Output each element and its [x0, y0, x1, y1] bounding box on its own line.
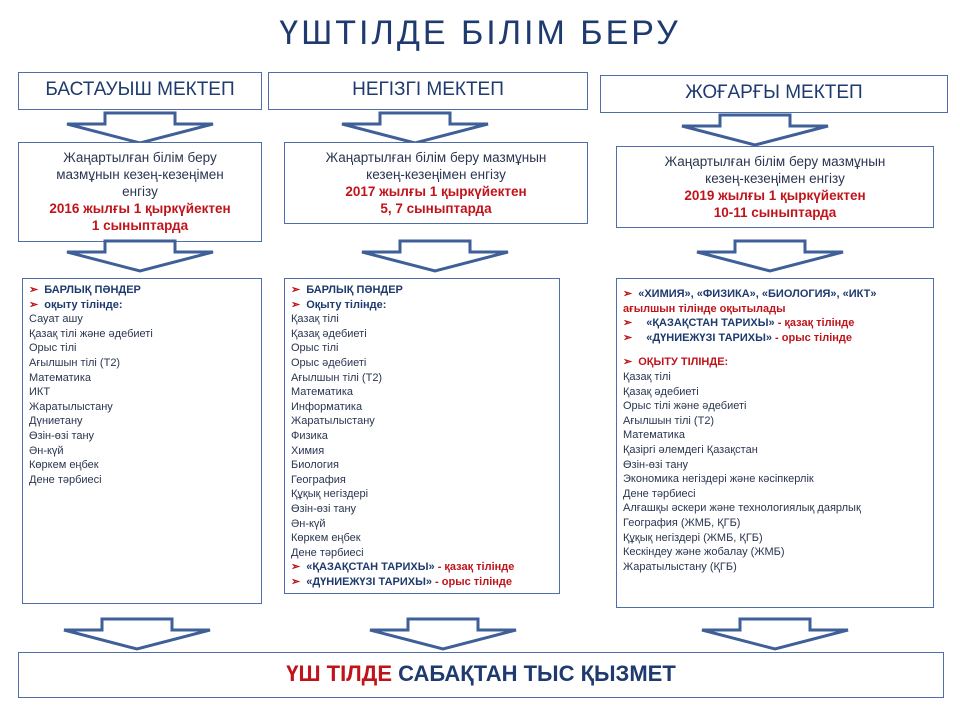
info-text: Жаңартылған білім беру мазмұнын: [325, 150, 547, 165]
list-item: Ағылшын тілі (Т2): [623, 414, 715, 427]
heading-text: «ҚАЗАҚСТАН ТАРИХЫ»: [646, 317, 775, 330]
list-item: Жаратылыстану (ҚГБ): [623, 560, 737, 573]
subject-list: [29, 312, 255, 487]
down-arrow-icon: [65, 112, 215, 144]
heading-text: «ХИМИЯ», «ФИЗИКА», «БИОЛОГИЯ», «ИКТ»: [638, 288, 877, 300]
list-item: Ән-күй: [291, 517, 326, 530]
list-item: Математика: [623, 429, 685, 442]
heading-text: Оқыту тілінде:: [306, 298, 387, 311]
heading-text: «ДҮНИЕЖҮЗІ ТАРИХЫ»: [306, 575, 432, 588]
heading-text: «ҚАЗАҚСТАН ТАРИХЫ»: [306, 561, 435, 574]
list-heading: ➢ ОҚЫТУ ТІЛІНДЕ:: [623, 356, 729, 369]
down-arrow-icon: [368, 618, 518, 650]
down-arrow-icon: [65, 240, 215, 272]
language-note: - қазақ тілінде: [777, 317, 855, 330]
down-arrow-icon: [340, 112, 490, 144]
list-item: Дене тәрбиесі: [623, 487, 696, 500]
down-arrow-icon: [680, 114, 830, 146]
list-item: Дүниетану: [29, 415, 83, 428]
info-primary-school: [18, 142, 262, 242]
info-basic-school: [284, 142, 588, 224]
list-item: Орыс тілі: [29, 342, 77, 355]
banner-text: САБАҚТАН ТЫС ҚЫЗМЕТ: [398, 661, 676, 686]
list-item: Жаратылыстану: [291, 415, 375, 428]
list-item: Ағылшын тілі (Т2): [29, 356, 121, 369]
list-item: Ағылшын тілі (Т2): [291, 371, 383, 384]
subjects-high-school: [616, 278, 934, 608]
language-note: - қазақ тілінде: [437, 561, 515, 574]
language-note: - орыс тілінде: [435, 575, 513, 588]
info-date: 2017 жылғы 1 қыркүйектен: [345, 184, 527, 199]
list-item: Химия: [291, 444, 325, 457]
list-item: Қазақ тілі: [291, 313, 339, 326]
list-item: Орыс тілі: [291, 342, 339, 355]
list-item: Информатика: [291, 400, 363, 413]
heading-text: БАРЛЫҚ ПӘНДЕР: [306, 284, 403, 296]
list-item: Жаратылыстану: [29, 400, 113, 413]
heading-text: «ДҮНИЕЖҮЗІ ТАРИХЫ»: [646, 331, 772, 344]
list-item: Математика: [29, 371, 91, 384]
list-item: Құқық негіздері (ЖМБ, ҚГБ): [623, 531, 763, 544]
list-heading: ➢ Оқыту тілінде:: [291, 298, 387, 311]
down-arrow-icon: [360, 240, 510, 272]
info-grades: 5, 7 сыныптарда: [380, 201, 492, 216]
list-item: ИКТ: [29, 386, 51, 399]
info-text: енгізу: [122, 184, 158, 199]
list-heading: ➢ «ДҮНИЕЖҮЗІ ТАРИХЫ» - орыс тілінде: [623, 331, 853, 344]
header-label: ЖОҒАРҒЫ МЕКТЕП: [685, 82, 863, 103]
info-date: 2019 жылғы 1 қыркүйектен: [684, 188, 866, 203]
info-text: мазмұнын кезең-кезеңімен: [56, 167, 224, 182]
list-heading: ➢ БАРЛЫҚ ПӘНДЕР: [291, 284, 403, 296]
subject-list: [291, 312, 553, 560]
page-title: ҮШТІЛДЕ БІЛІМ БЕРУ: [279, 14, 681, 52]
list-item: Өзін-өзі тану: [291, 502, 357, 515]
list-item: Құқық негіздері: [291, 488, 369, 501]
list-item: Дене тәрбиесі: [29, 473, 102, 486]
list-item: Сауат ашу: [29, 313, 83, 326]
list-item: Орыс тілі және әдебиеті: [623, 400, 747, 413]
list-item: Қазақ тілі және әдебиеті: [29, 327, 153, 340]
list-heading: ➢ «ҚАЗАҚСТАН ТАРИХЫ» - қазақ тілінде: [623, 317, 855, 330]
list-item: Көркем еңбек: [29, 459, 99, 472]
banner-highlight: ҮШ ТІЛДЕ: [286, 661, 393, 686]
list-item: Қазіргі әлемдегі Қазақстан: [623, 443, 758, 456]
list-item: Орыс әдебиеті: [291, 356, 367, 369]
list-heading: ➢ оқыту тілінде:: [29, 298, 123, 311]
info-date: 2016 жылғы 1 қыркүйектен: [49, 201, 231, 216]
info-high-school: [616, 146, 934, 228]
extracurricular-banner: [18, 652, 944, 698]
heading-text: ОҚЫТУ ТІЛІНДЕ:: [638, 356, 729, 369]
language-note: - орыс тілінде: [775, 331, 853, 344]
header-label: НЕГІЗГІ МЕКТЕП: [352, 79, 504, 100]
header-label: БАСТАУЫШ МЕКТЕП: [45, 79, 235, 100]
info-text: Жаңартылған білім беру: [63, 150, 217, 165]
list-item: Көркем еңбек: [291, 532, 361, 545]
subject-list: [623, 370, 927, 574]
list-heading: ➢ БАРЛЫҚ ПӘНДЕР: [29, 284, 141, 296]
list-heading: ➢ «ДҮНИЕЖҮЗІ ТАРИХЫ» - орыс тілінде: [291, 575, 513, 588]
list-item: Қазақ әдебиеті: [623, 385, 699, 398]
language-note: ағылшын тілінде оқытылады: [623, 302, 786, 315]
list-item: Экономика негіздері және кәсіпкерлік: [623, 473, 814, 486]
list-item: Ән-күй: [29, 444, 64, 457]
list-item: География: [291, 473, 346, 486]
list-item: Қазақ әдебиеті: [291, 327, 367, 340]
list-item: Өзін-өзі тану: [29, 429, 95, 442]
heading-text: БАРЛЫҚ ПӘНДЕР: [44, 284, 141, 296]
heading-text: оқыту тілінде:: [44, 298, 123, 311]
info-text: кезең-кезеңімен енгізу: [366, 167, 506, 182]
list-heading: ➢ «ХИМИЯ», «ФИЗИКА», «БИОЛОГИЯ», «ИКТ»: [623, 288, 877, 300]
list-item: Физика: [291, 429, 328, 442]
info-grades: 10-11 сыныптарда: [713, 205, 837, 220]
list-item: Математика: [291, 386, 353, 399]
list-item: География (ЖМБ, ҚГБ): [623, 516, 741, 529]
header-basic-school: [268, 72, 588, 110]
info-text: кезең-кезеңімен енгізу: [705, 171, 845, 186]
list-item: Биология: [291, 459, 340, 472]
subjects-primary-school: [22, 278, 262, 604]
list-item: Дене тәрбиесі: [291, 546, 364, 559]
list-item: Алғашқы әскери және технологиялық даярлық: [623, 502, 861, 515]
subjects-basic-school: [284, 278, 560, 594]
list-item: Өзін-өзі тану: [623, 458, 689, 471]
info-grades: 1 сыныптарда: [91, 218, 189, 233]
header-high-school: [600, 75, 948, 113]
list-item: Қазақ тілі: [623, 370, 671, 383]
info-text: Жаңартылған білім беру мазмұнын: [664, 154, 886, 169]
list-item: Кескіндеу және жобалау (ЖМБ): [623, 546, 785, 559]
down-arrow-icon: [62, 618, 212, 650]
down-arrow-icon: [695, 240, 845, 272]
list-heading: ➢ «ҚАЗАҚСТАН ТАРИХЫ» - қазақ тілінде: [291, 561, 515, 574]
down-arrow-icon: [700, 618, 850, 650]
header-primary-school: [18, 72, 262, 110]
